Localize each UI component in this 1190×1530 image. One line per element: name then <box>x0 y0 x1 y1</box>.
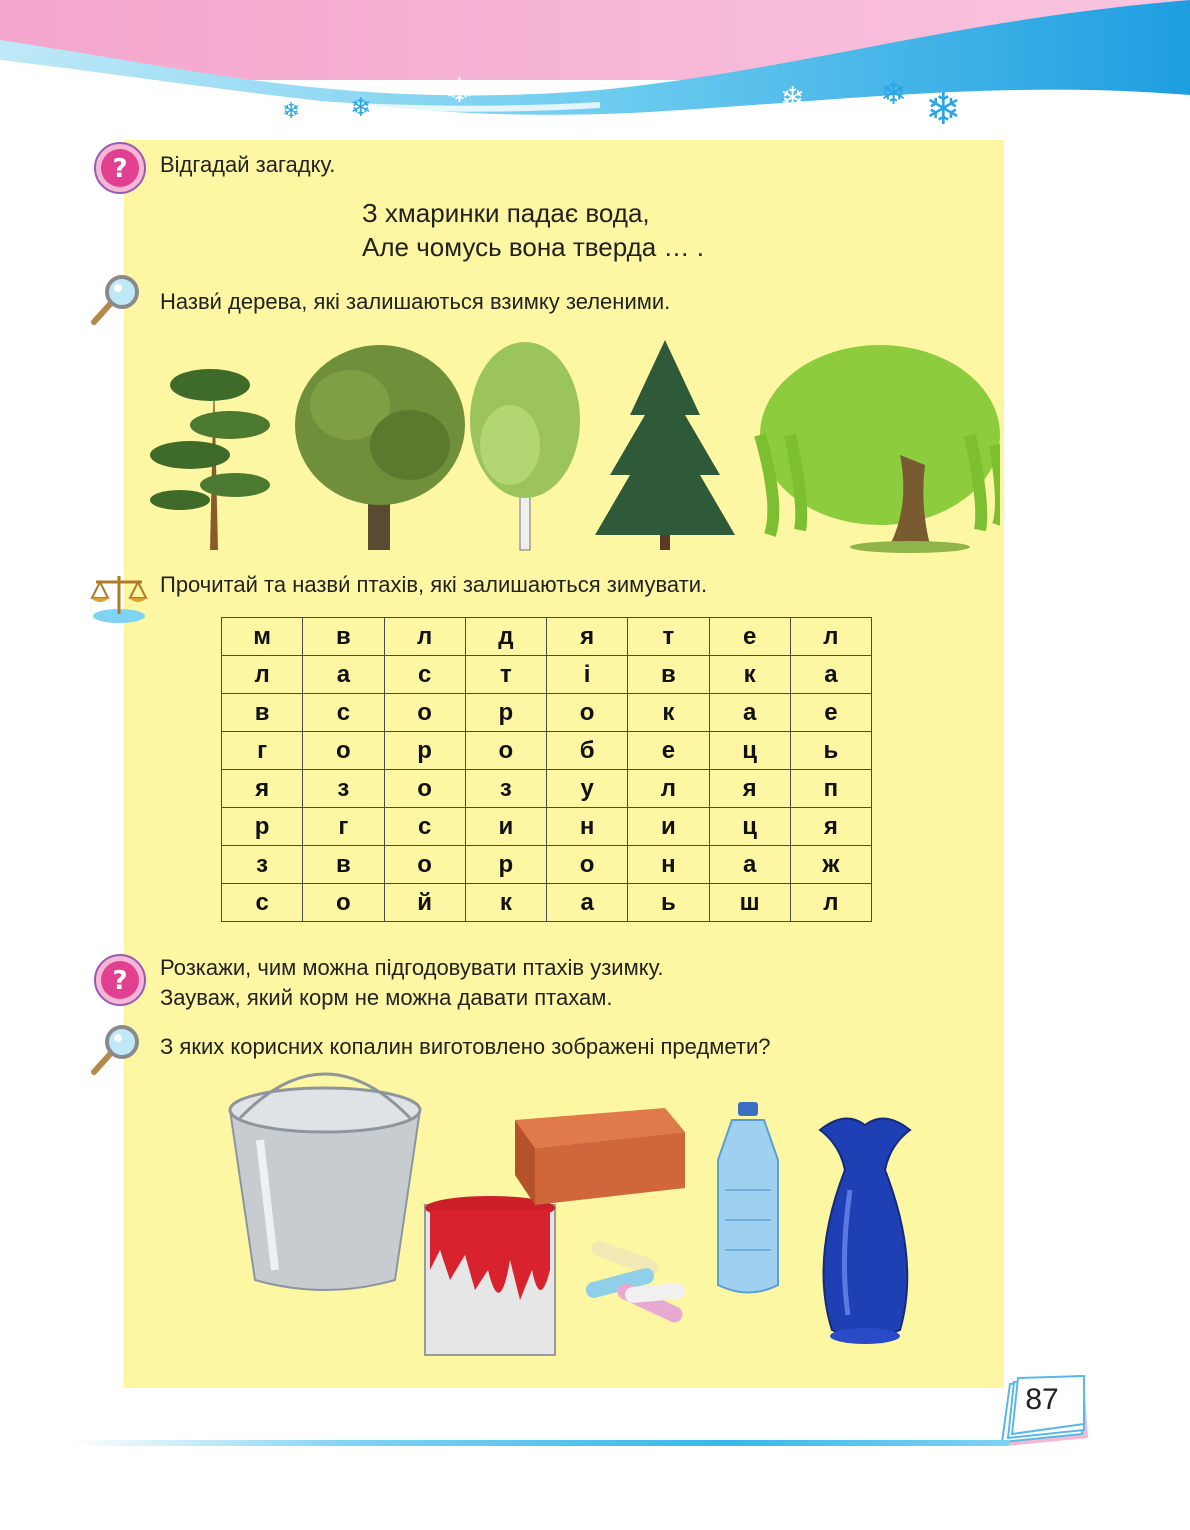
grid-cell: у <box>547 770 628 808</box>
grid-cell: и <box>465 808 546 846</box>
spruce-tree-image <box>595 340 735 550</box>
grid-row <box>222 770 872 808</box>
birds-prompt: Прочитай та назви́ птахів, які залишаються зимувати. <box>160 572 708 597</box>
grid-cell: г <box>303 808 384 846</box>
grid-cell: я <box>222 770 303 808</box>
grid-cell: ш <box>709 884 790 922</box>
riddle-line: Але чомусь вона тверда … . <box>362 232 704 262</box>
grid-row <box>222 732 872 770</box>
grid-cell: ь <box>628 884 709 922</box>
willow-tree-image <box>760 345 1000 553</box>
grid-cell: а <box>303 656 384 694</box>
grid-cell: п <box>790 770 871 808</box>
grid-cell: с <box>222 884 303 922</box>
snowflake-icon: ❄ <box>780 81 806 116</box>
grid-cell: о <box>303 884 384 922</box>
magnifier-icon <box>86 272 142 328</box>
grid-cell: к <box>628 694 709 732</box>
bottom-divider <box>70 1440 1010 1446</box>
grid-cell: а <box>790 656 871 694</box>
snowflake-icon: ❄ <box>445 71 474 111</box>
pine-tree-image <box>150 369 270 550</box>
grid-cell: о <box>384 846 465 884</box>
glass-vase-image <box>820 1119 910 1344</box>
minerals-prompt: З яких корисних копалин виготовлено зображені предмети? <box>160 1034 771 1059</box>
grid-cell: о <box>547 846 628 884</box>
feed-line: Зауваж, який корм не можна давати птахам. <box>160 985 613 1010</box>
grid-cell: з <box>465 770 546 808</box>
grid-cell: я <box>790 808 871 846</box>
grid-row <box>222 808 872 846</box>
trees-prompt: Назви́ дерева, які залишаються взимку зеленими. <box>160 289 671 314</box>
grid-cell: з <box>222 846 303 884</box>
grid-cell: ж <box>790 846 871 884</box>
grid-cell: л <box>384 618 465 656</box>
grid-cell: н <box>547 808 628 846</box>
grid-cell: к <box>465 884 546 922</box>
magnifier-icon <box>86 1022 142 1078</box>
birch-tree-image <box>470 342 580 550</box>
grid-cell: с <box>384 808 465 846</box>
grid-row <box>222 846 872 884</box>
grid-row <box>222 694 872 732</box>
grid-cell: я <box>709 770 790 808</box>
grid-row <box>222 656 872 694</box>
question-mark-icon <box>92 140 148 196</box>
grid-cell: л <box>790 884 871 922</box>
grid-cell: е <box>790 694 871 732</box>
grid-cell: р <box>465 694 546 732</box>
grid-cell: а <box>709 846 790 884</box>
trees-illustration <box>140 335 1000 555</box>
grid-cell: ь <box>790 732 871 770</box>
grid-cell: е <box>709 618 790 656</box>
oak-tree-image <box>295 345 465 550</box>
grid-cell: і <box>547 656 628 694</box>
grid-cell: в <box>303 618 384 656</box>
grid-cell: т <box>465 656 546 694</box>
grid-cell: и <box>628 808 709 846</box>
plastic-bottle-image <box>718 1102 778 1293</box>
riddle-text <box>362 196 704 264</box>
grid-cell: л <box>790 618 871 656</box>
grid-cell: р <box>384 732 465 770</box>
grid-cell: о <box>384 694 465 732</box>
grid-cell: т <box>628 618 709 656</box>
objects-illustration <box>220 1070 920 1370</box>
grid-cell: р <box>222 808 303 846</box>
letter-grid <box>221 617 872 922</box>
grid-row <box>222 884 872 922</box>
grid-cell: р <box>465 846 546 884</box>
riddle-prompt: Відгадай загадку. <box>160 152 336 177</box>
grid-cell: в <box>628 656 709 694</box>
page-number: 87 <box>1025 1383 1059 1416</box>
snowflake-icon: ❄ <box>880 74 907 112</box>
grid-cell: з <box>303 770 384 808</box>
chalk-image <box>584 1239 685 1326</box>
grid-cell: о <box>384 770 465 808</box>
grid-cell: а <box>709 694 790 732</box>
grid-cell: д <box>465 618 546 656</box>
grid-cell: к <box>709 656 790 694</box>
snowflake-icon: ❄ <box>925 84 962 135</box>
grid-cell: й <box>384 884 465 922</box>
grid-cell: с <box>303 694 384 732</box>
header-wave-decoration <box>0 0 1190 150</box>
feed-prompt <box>160 953 664 1013</box>
grid-cell: г <box>222 732 303 770</box>
grid-cell: н <box>628 846 709 884</box>
grid-cell: б <box>547 732 628 770</box>
grid-row <box>222 618 872 656</box>
grid-cell: ц <box>709 808 790 846</box>
grid-cell: е <box>628 732 709 770</box>
paint-can-image <box>425 1196 555 1355</box>
grid-cell: в <box>222 694 303 732</box>
grid-cell: ц <box>709 732 790 770</box>
grid-cell: в <box>303 846 384 884</box>
feed-line: Розкажи, чим можна підгодовувати птахів узимку. <box>160 955 664 980</box>
grid-cell: о <box>465 732 546 770</box>
grid-cell: с <box>384 656 465 694</box>
grid-cell: а <box>547 884 628 922</box>
riddle-line: З хмаринки падає вода, <box>362 198 650 228</box>
grid-cell: о <box>547 694 628 732</box>
scales-icon <box>88 568 150 624</box>
metal-bucket-image <box>230 1074 420 1290</box>
brick-image <box>515 1108 685 1205</box>
grid-cell: л <box>628 770 709 808</box>
svg-text:?: ? <box>112 966 128 996</box>
question-mark-icon <box>92 952 148 1008</box>
snowflake-icon: ❄ <box>350 93 372 123</box>
grid-cell: я <box>547 618 628 656</box>
grid-cell: л <box>222 656 303 694</box>
snowflake-icon: ❄ <box>282 99 301 124</box>
svg-text:?: ? <box>112 154 128 184</box>
grid-cell: м <box>222 618 303 656</box>
grid-cell: о <box>303 732 384 770</box>
